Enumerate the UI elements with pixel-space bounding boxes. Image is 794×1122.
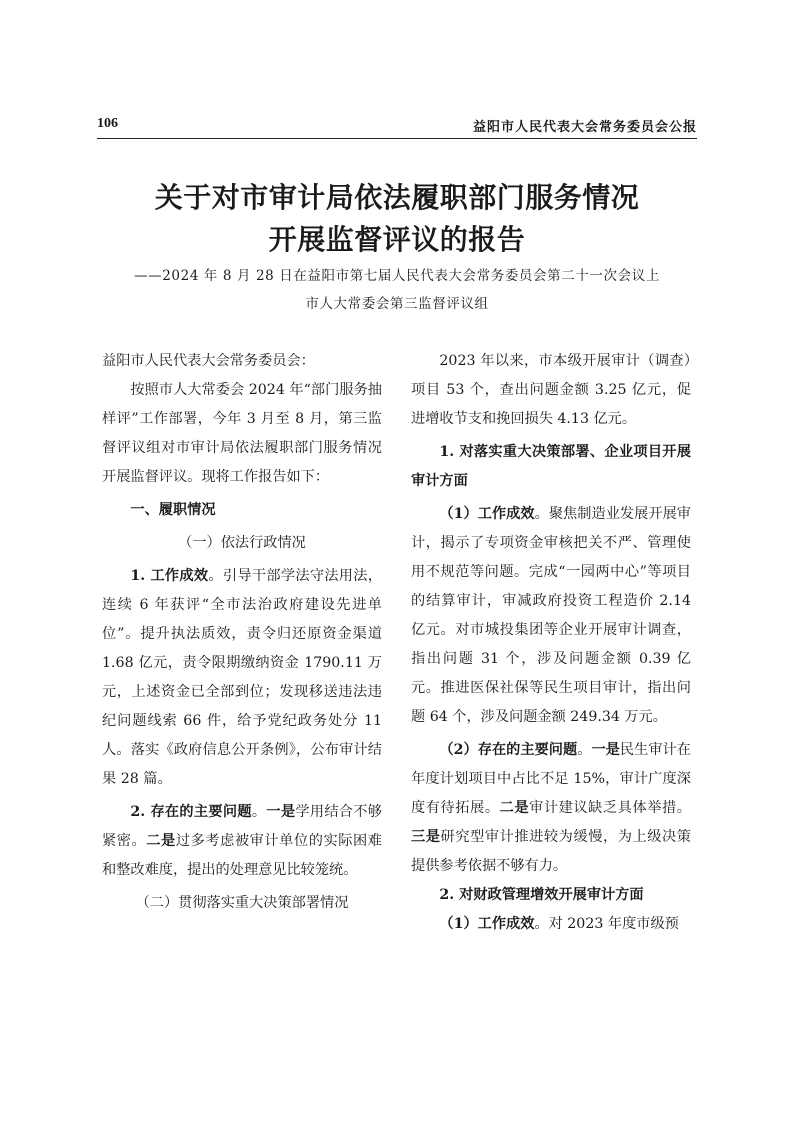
title-line-1: 关于对市审计局依法履职部门服务情况 (154, 181, 640, 214)
enum-two: 二是 (146, 833, 176, 849)
paragraph-problems-1 (102, 798, 382, 885)
paragraph-lead: （2）存在的主要问题 (439, 742, 578, 758)
paragraph-lead: 2. 存在的主要问题 (130, 804, 252, 820)
paragraph-achievements-2 (411, 500, 691, 732)
page-number: 106 (97, 116, 118, 131)
page-header (97, 116, 697, 138)
subtitle-line-2: 市人大常委会第三监督评议组 (305, 296, 489, 312)
subsection-heading-2: （二）贯彻落实重大决策部署情况 (135, 895, 349, 911)
paragraph-text: 。对 2023 年度市级预 (534, 916, 679, 932)
paragraph-lead: 1. 工作成效 (130, 568, 209, 584)
paragraph-text: 学用结合不够紧密。 (102, 804, 382, 849)
paragraph-text: 研究型审计推进较为缓慢，为上级决策提供参考依据不够有力。 (411, 829, 691, 874)
item-heading-2: 2. 对财政管理增效开展审计方面 (439, 887, 644, 903)
paragraph-achievements-3 (411, 910, 691, 939)
paragraph-text: 审计建议缺乏具体举措。 (529, 800, 691, 816)
punct: 。 (251, 804, 267, 820)
salutation: 益阳市人民代表大会常务委员会： (102, 353, 315, 369)
paragraph-text: 民生审计在年度计划项目中占比不足 15%，审计广度深度有待拓展。 (411, 742, 691, 816)
enum-one: 一是 (591, 742, 620, 758)
paragraph-lead: （1）工作成效 (439, 506, 535, 522)
title-line-2: 开展监督评议的报告 (268, 223, 526, 256)
journal-name: 益阳市人民代表大会常务委员会公报 (472, 120, 697, 135)
intro-paragraph: 按照市人大常委会 2024 年“部门服务抽样评”工作部署，今年 3 月至 8 月，第三监督评议组对市审计局依法履职部门服务情况开展监督评议。现将工作报告如下： (102, 382, 382, 485)
paragraph-problems-2 (411, 736, 691, 881)
punct: 。 (577, 742, 592, 758)
subsection-heading-1: （一）依法行政情况 (178, 535, 306, 551)
paragraph-achievements-1 (102, 562, 382, 794)
enum-one: 一是 (266, 804, 296, 820)
paragraph-text: 。引导干部学法守法用法，连续 6 年获评“全市法治政府建设先进单位”。提升执法质效，责令归还原资金渠道 1.68 亿元，责令限期缴纳资金 1790.11 万元，上述资金已全部到位；发现移送违法违纪问题线索 66 件，给予党纪政务处分 11 人。落实《政府信息公开条例》，公布审计结果 28 篇。 (102, 568, 382, 787)
enum-three: 三是 (411, 829, 441, 845)
section-heading-1: 一、履职情况 (130, 502, 216, 518)
paragraph-text: 过多考虑被审计单位的实际困难和整改难度，提出的处理意见比较笼统。 (102, 833, 382, 878)
item-heading-1: 1. 对落实重大决策部署、企业项目开展审计方面 (411, 444, 691, 489)
left-column (102, 347, 382, 918)
right-column (411, 347, 691, 939)
subtitle-line-1: ——2024 年 8 月 28 日在益阳市第七届人民代表大会常务委员会第二十一次会议上 (134, 268, 660, 284)
paragraph-summary: 2023 年以来，市本级开展审计（调查）项目 53 个，查出问题金额 3.25 亿元，促进增收节支和挽回损失 4.13 亿元。 (411, 353, 691, 427)
enum-two: 二是 (499, 800, 530, 816)
paragraph-lead: （1）工作成效 (439, 916, 535, 932)
header-rule (97, 138, 697, 139)
paragraph-text: 。聚焦制造业发展开展审计，揭示了专项资金审核把关不严、管理使用不规范等问题。完成“一园两中心”等项目的结算审计，审减政府投资工程造价 2.14 亿元。对市城投集团等企业开展审计调查，指出问题 31 个，涉及问题金额 0.39 亿元。推进医保社保等民生项目审计，指出问题 64 个，涉及问题金额 249.34 万元。 (411, 506, 691, 725)
